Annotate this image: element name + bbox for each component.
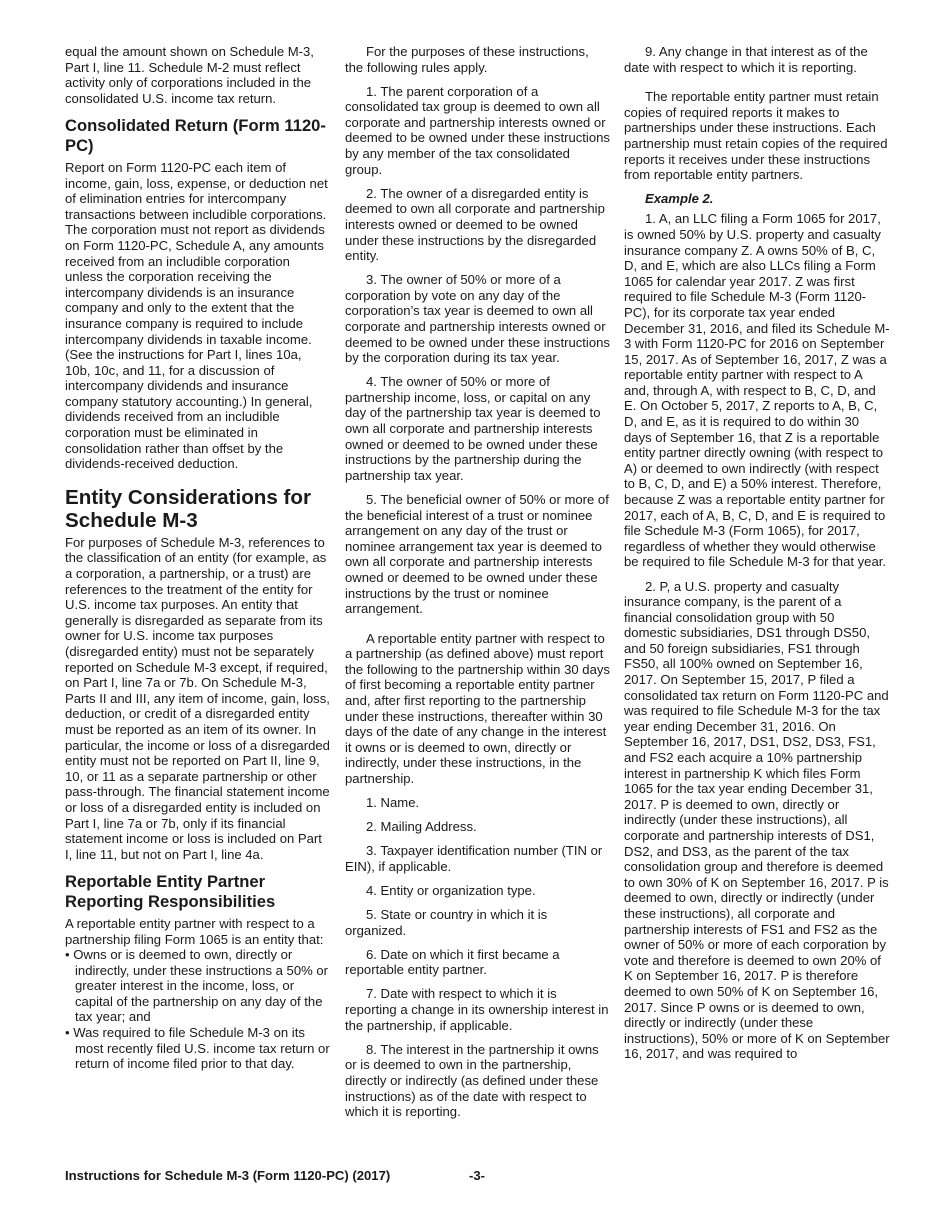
heading-entity-considerations: Entity Considerations for Schedule M-3 <box>65 485 311 532</box>
example-item: 2. P, a U.S. property and casualty insurance company, is the parent of a financial consolidation group with 50 domestic subsidiaries, DS1 through DS50, and 50 foreign subsidiaries, FS1 through FS50, all 100% owned on September 16, 2017. On September 15, 2017, P filed a consolidated tax return on Form 1120-PC and was required to file Schedule M-3 for the tax year ending December 31, 2016. On September 16, 2017, DS1, DS2, DS3, FS1, and FS2 each acquire a 10% partnership interest in partnership K which files Form 1065 for the tax year ending December 31, 2017. P is deemed to own, directly or indirectly (under these instructions), all corporate and partnership interests of DS1, DS2, and DS3, as the parent of the tax consolidation group and therefore is deemed to own 30% of K on September 16, 2017. P is deemed to own, directly or indirectly (under these instructions), all corporate and partnership interests of FS1 and FS2 as the owner of 50% or more of each corporation by vote and therefore is deemed to own 20% of K on September 16, 2017. P is therefore deemed to own 50% of K on September 16, 2017. Since P owns or is deemed to own, directly or indirectly (under these instructions), 50% or more of K on September 16, 2017, and was required to <box>624 578 890 1062</box>
paragraph-consolidated-return: Report on Form 1120-PC each item of income, gain, loss, expense, or deduction net of elimination entries for intercompany transactions between includible corporations. The corporation must not report as dividends on Form 1120-PC, Schedule A, any amounts received from an includible corporation unless the corporation receiving the intercompany dividends is an insurance company and only to the extent that the insurance company is required to include intercompany dividends in taxable income. (See the instructions for Part I, lines 10a, 10b, 10c, and 11, for a discussion of intercompany dividends and insurance company statutory accounting.) In general, dividends received from an includible corporation must be eliminated in consolidation rather than offset by the dividends-received deduction. <box>65 159 328 472</box>
paragraph-continued: equal the amount shown on Schedule M-3, Part I, line 11. Schedule M-2 must reflect activity only of corporations included in the consolidated U.S. income tax return. <box>65 44 314 106</box>
report-item: 5. State or country in which it is organized. <box>345 907 548 938</box>
page-footer <box>65 1168 895 1183</box>
example-item: 1. A, an LLC filing a Form 1065 for 2017, is owned 50% by U.S. property and casualty insurance company Z. A owns 50% of B, C, D, and E, which are also LLCs filing a Form 1065 for calendar year 2017. Z was first required to file Schedule M-3 (Form 1120-PC), for its corporate tax year ended December 31, 2016, and filed its Schedule M-3 with Form 1120-PC for 2016 on September 15, 2017. As of September 16, 2017, Z was a reportable entity partner with respect to A and, through A, with respect to B, C, D, and E. On October 5, 2017, Z reports to A, B, C, D, and E, as it is required to do within 30 days of September 16, that Z is a reportable entity partner directly owning (with respect to A) or deemed to own indirectly (with respect to B, C, D, and E) a 50% interest. Therefore, because Z was a reportable entity partner for 2017, each of A, B, C, D, and E is required to file Schedule M-3 (Form 1065), for 2017, regardless of whether they would otherwise be required to file Schedule M-3 for that year. <box>624 211 890 570</box>
page-number: -3- <box>469 1168 486 1183</box>
paragraph-reporting-requirement: A reportable entity partner with respect to a partnership (as defined above) must report the following to the partnership within 30 days of first becoming a reportable entity partner and, after first reporting to the partnership under these instructions, thereafter within 30 days of the date of any change in the interest it owns or is deemed to own, directly or indirectly, under these instructions, in the partnership. <box>345 630 610 787</box>
paragraph-rules-intro: For the purposes of these instructions, the following rules apply. <box>345 44 589 75</box>
column-left <box>65 44 330 1072</box>
footer-title: Instructions for Schedule M-3 (Form 1120-PC) (2017) <box>65 1168 391 1183</box>
heading-consolidated-return: Consolidated Return (Form 1120-PC) <box>65 116 326 156</box>
rule-item: 2. The owner of a disregarded entity is deemed to own all corporate and partnership interests owned or deemed to be owned under these instructions by the disregarded entity. <box>345 185 605 264</box>
bullet-item: • Was required to file Schedule M-3 on its most recently filed U.S. income tax return or return of income filed prior to that day. <box>65 1025 330 1072</box>
bullet-item: • Owns or is deemed to own, directly or indirectly, under these instructions a 50% or greater interest in the income, loss, or capital of the partnership on any day of the tax year; and <box>65 947 329 1025</box>
rule-item: 3. The owner of 50% or more of a corporation by vote on any day of the corporation’s tax year is deemed to own all corporate and partnership interests owned or deemed to be owned under these instructions by the corporation during its tax year. <box>345 272 610 366</box>
rule-item: 1. The parent corporation of a consolidated tax group is deemed to own all corporate and partnership interests owned or deemed to be owned under these instructions by any member of the tax consolidated group. <box>345 83 610 177</box>
column-middle <box>345 44 610 1120</box>
heading-reportable-entity-partner: Reportable Entity Partner Reporting Responsibilities <box>65 872 276 912</box>
report-item: 7. Date with respect to which it is reporting a change in its ownership interest in the partnership, if applicable. <box>345 986 609 1033</box>
report-item: 1. Name. <box>366 795 420 811</box>
report-item: 8. The interest in the partnership it owns or is deemed to own in the partnership, directly or indirectly (as defined under these instructions) as of the date with respect to which it is reporting. <box>345 1041 599 1120</box>
heading-example-2: Example 2. <box>645 190 714 206</box>
report-item: 2. Mailing Address. <box>366 819 477 835</box>
report-item: 9. Any change in that interest as of the date with respect to which it is reporting. <box>624 44 868 75</box>
rule-item: 5. The beneficial owner of 50% or more of the beneficial interest of a trust or nominee arrangement on any day of the trust or nominee arrangement tax year is deemed to own all corporate and partnership interests owned or deemed to be owned under these instructions by the trust or nominee arrangement. <box>345 491 609 617</box>
paragraph-reportable-entity-partner: A reportable entity partner with respect to a partnership filing Form 1065 is an entity that: <box>65 915 324 947</box>
paragraph-entity-considerations: For purposes of Schedule M-3, references to the classification of an entity (for example, as a corporation, a partnership, or a trust) are references to the treatment of the entity for U.S. income tax purposes. An entity that generally is disregarded as separate from its owner for U.S. income tax purposes (disregarded entity) must not be separately reported on Schedule M-3 except, if required, on Part I, line 7a or 7b. On Schedule M-3, Parts II and III, any item of income, gain, loss, deduction, or credit of a disregarded entity must be reported as an item of its owner. In particular, the income or loss of a disregarded entity must not be reported on Part II, line 9, 10, or 11 as a separate partnership or other pass-through. The financial statement income or loss of a disregarded entity is included on Part I, line 7a or 7b, only if its financial statement income or loss is included on Part I, line 11, but not on Part I, line 4a. <box>65 534 330 862</box>
report-item: 6. Date on which it first became a reportable entity partner. <box>345 946 560 978</box>
paragraph-retain-copies: The reportable entity partner must retain copies of required reports it makes to partnerships under these instructions. Each partnership must retain copies of the required reports it receives under these instructions from reportable entity partners. <box>624 89 888 183</box>
report-item: 3. Taxpayer identification number (TIN or EIN), if applicable. <box>345 843 603 874</box>
column-right <box>624 44 890 1062</box>
report-item: 4. Entity or organization type. <box>366 883 536 898</box>
rule-item: 4. The owner of 50% or more of partnership income, loss, or capital on any day of the partnership tax year is deemed to own all corporate and partnership interests owned or deemed to be owned under these instructions by the partnership during the partnership tax year. <box>345 374 601 483</box>
